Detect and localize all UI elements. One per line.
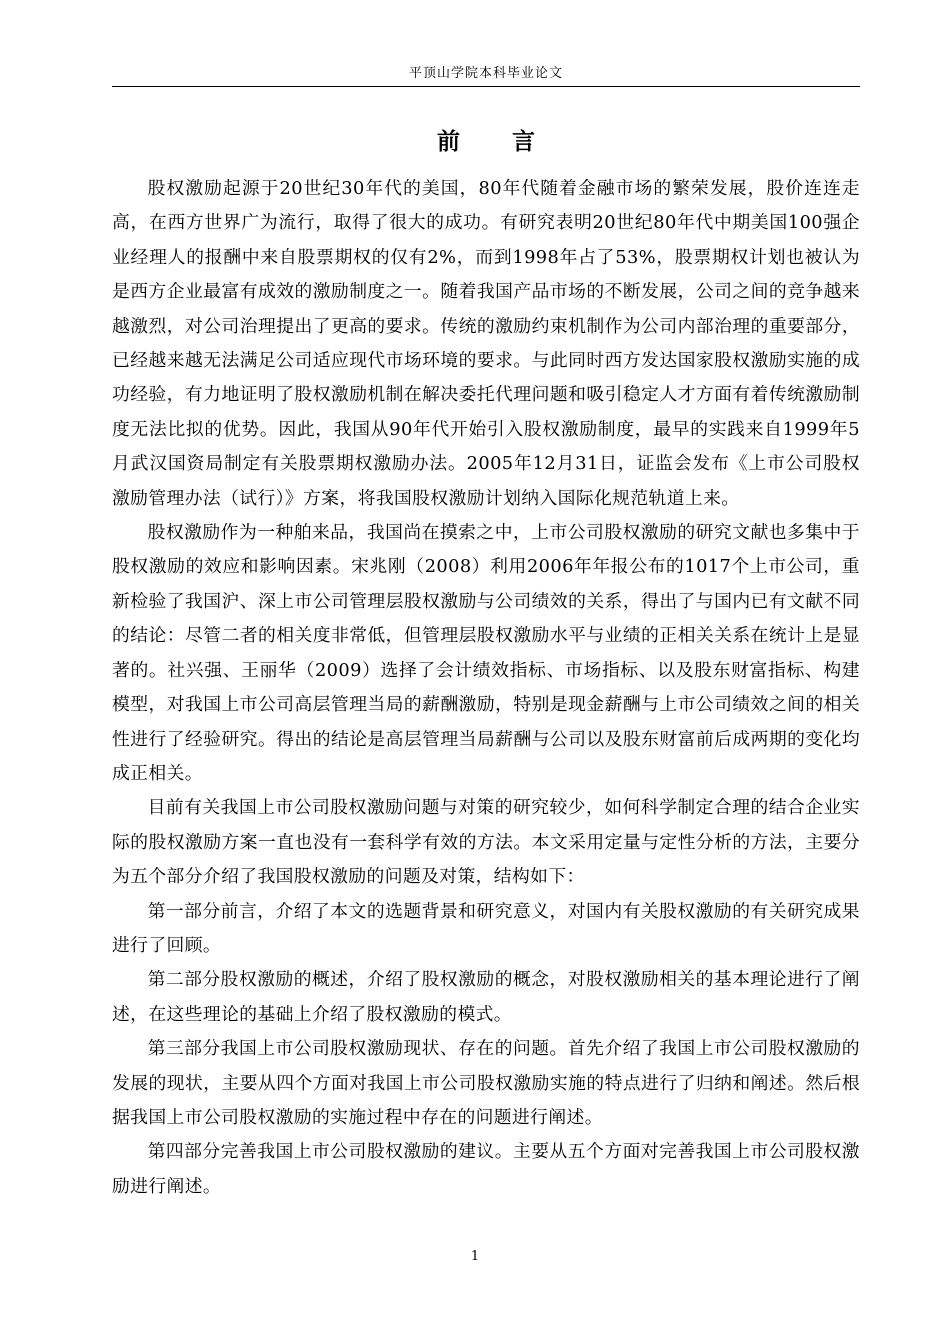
header-text: 平顶山学院本科毕业论文 <box>408 66 563 81</box>
paragraph-5: 第二部分股权激励的概述，介绍了股权激励的概念，对股权激励相关的基本理论进行了阐述，在这些理论的基础上介绍了股权激励的模式。 <box>112 969 860 1025</box>
paragraph-6: 第三部分我国上市公司股权激励现状、存在的问题。首先介绍了我国上市公司股权激励的发展的现状，主要从四个方面对我国上市公司股权激励实施的特点进行了归纳和阐述。然后根据我国上市公司股权激励的实施过程中存在的问题进行阐述。 <box>112 1038 860 1128</box>
paragraph-3: 目前有关我国上市公司股权激励问题与对策的研究较少，如何科学制定合理的结合企业实际的股权激励方案一直也没有一套科学有效的方法。本文采用定量与定性分析的方法，主要分为五个部分介绍了我国股权激励的问题及对策，结构如下： <box>112 797 860 888</box>
page-header <box>112 64 860 87</box>
body-text <box>112 172 860 1204</box>
paragraph-4: 第一部分前言，介绍了本文的选题背景和研究意义，对国内有关股权激励的有关研究成果进行了回顾。 <box>112 900 860 956</box>
paragraph-1: 股权激励起源于20世纪30年代的美国，80年代随着金融市场的繁荣发展，股价连连走高，在西方世界广为流行，取得了很大的成功。有研究表明20世纪80年代中期美国100强企业经理人的报酬中来自股票期权的仅有2%，而到1998年占了53%，股票期权计划也被认为是西方企业最富有成效的激励制度之一。随着我国产品市场的不断发展，公司之间的竞争越来越激烈，对公司治理提出了更高的要求。传统的激励约束机制作为公司内部治理的重要部分，已经越来越无法满足公司适应现代市场环境的要求。与此同时西方发达国家股权激励实施的成功经验，有力地证明了股权激励机制在解决委托代理问题和吸引稳定人才方面有着传统激励制度无法比拟的优势。因此，我国从90年代开始引入股权激励制度，最早的实践来自1999年5月武汉国资局制定有关股票期权激励办法。2005年12月31日，证监会发布《上市公司股权激励管理办法（试行）》方案，将我国股权激励计划纳入国际化规范轨道上来。 <box>112 178 860 509</box>
page-number: 1 <box>470 1249 480 1264</box>
paragraph-7: 第四部分完善我国上市公司股权激励的建议。主要从五个方面对完善我国上市公司股权激励进行阐述。 <box>112 1141 860 1197</box>
paragraph-2: 股权激励作为一种舶来品，我国尚在摸索之中，上市公司股权激励的研究文献也多集中于股权激励的效应和影响因素。宋兆刚（2008）利用2006年年报公布的1017个上市公司，重新检验了我国沪、深上市公司管理层股权激励与公司绩效的关系，得出了与国内已有文献不同的结论：尽管二者的相关度非常低，但管理层股权激励水平与业绩的正相关关系在统计上是显著的。社兴强、王丽华（2009）选择了会计绩效指标、市场指标、以及股东财富指标、构建模型，对我国上市公司高层管理当局的薪酬激励，特别是现金薪酬与上市公司绩效之间的相关性进行了经验研究。得出的结论是高层管理当局薪酬与公司以及股东财富前后成两期的变化均成正相关。 <box>112 522 860 784</box>
section-title: 前 言 <box>436 128 557 155</box>
